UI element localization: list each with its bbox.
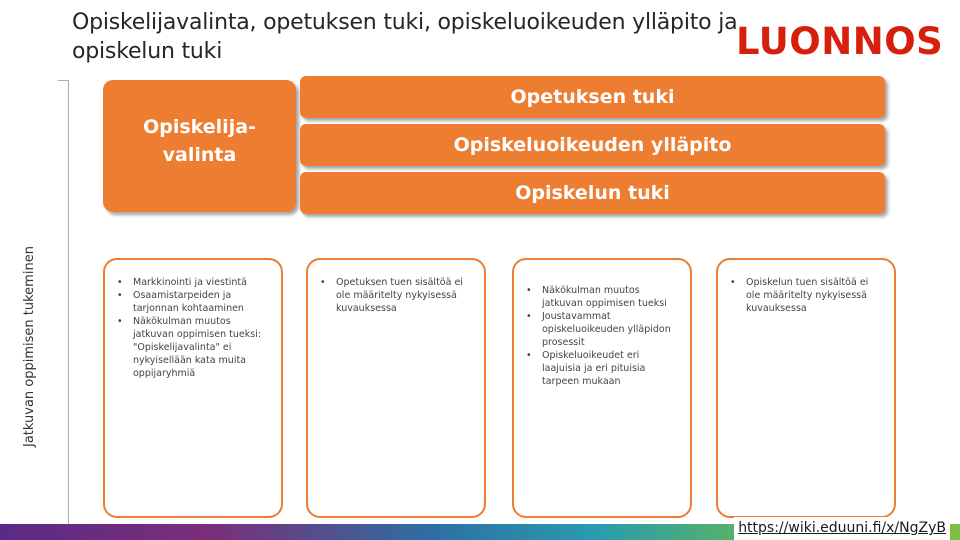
band-teaching-support: Opetuksen tuki <box>300 76 885 118</box>
band-study-support: Opiskelun tuki <box>300 172 885 214</box>
list-item: • Markkinointi ja viestintä <box>113 276 271 289</box>
admission-label: Opiskelija-valinta <box>143 116 256 166</box>
list-item: • Näkökulman muutos jatkuvan oppimisen tueksi <box>522 284 680 310</box>
draft-stamp: LUONNOS <box>736 20 944 63</box>
side-label: Jatkuvan oppimisen tukeminen <box>22 246 37 447</box>
list-item: • Opiskelun tuen sisältöä ei ole määritelty nykyisessä kuvauksessa <box>726 276 884 315</box>
side-bracket <box>58 80 69 527</box>
card-admission <box>103 258 283 518</box>
list-item: • Opetuksen tuen sisältöä ei ole määritelty nykyisessä kuvauksessa <box>316 276 474 315</box>
card-study-support <box>716 258 896 518</box>
list-item: • Opiskeluoikeudet eri laajuisia ja eri pituisia tarpeen mukaan <box>522 349 680 388</box>
card-teaching-support <box>306 258 486 518</box>
card-right-maintenance <box>512 258 692 518</box>
list-item: • Joustavammat opiskeluoikeuden ylläpidon prosessit <box>522 310 680 349</box>
slide-title: Opiskelijavalinta, opetuksen tuki, opiskeluoikeuden ylläpito ja opiskelun tuki <box>72 10 738 64</box>
list-item: • Osaamistarpeiden ja tarjonnan kohtaaminen <box>113 289 271 315</box>
footer-link[interactable]: https://wiki.eduuni.fi/x/NgZyB <box>734 517 950 540</box>
list-item: • Näkökulman muutos jatkuvan oppimisen tueksi: "Opiskelijavalinta" ei nykyisellään kata muita oppijaryhmiä <box>113 315 271 380</box>
band-right-maintenance: Opiskeluoikeuden ylläpito <box>300 124 885 166</box>
admission-box <box>103 80 296 212</box>
